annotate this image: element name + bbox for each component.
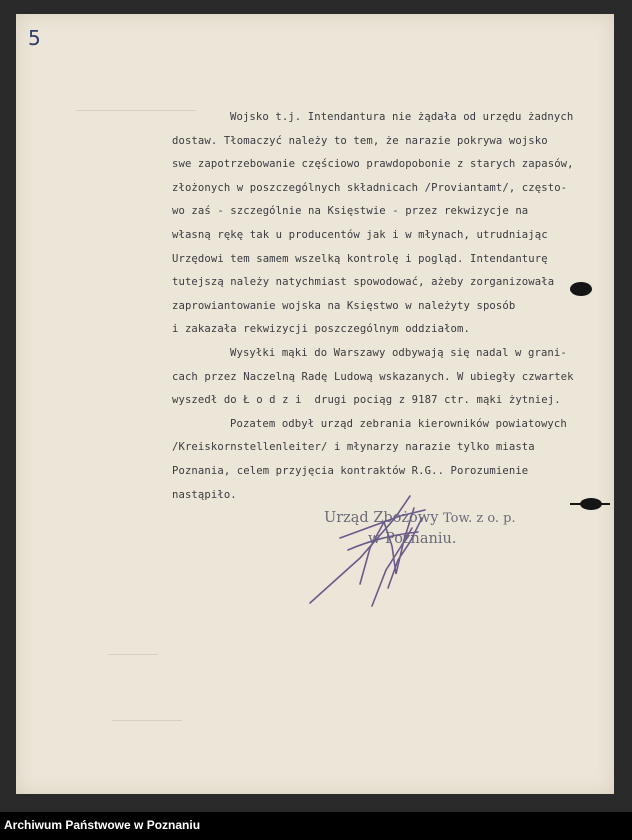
page-number: 5 — [28, 26, 41, 50]
bleed-through-mark — [112, 720, 182, 721]
text-line: wo zaś - szczególnie na Księstwie - przez rekwizycje na — [172, 205, 529, 218]
text-line: i zakazała rekwizycji poszczególnym oddziałom. — [172, 323, 470, 336]
text-line: Wojsko t.j. Intendantura nie żądała od urzędu żadnych — [230, 111, 574, 123]
text-line: /Kreiskornstellenleiter/ i młynarzy narazie tylko miasta — [172, 441, 535, 454]
stamp-line-1: Urząd Zbożowy — [324, 510, 439, 526]
text-line: zaprowiantowanie wojska na Księstwo w należyty sposób — [172, 299, 516, 312]
text-line: cach przez Naczelną Radę Ludową wskazanych. W ubiegły czwartek — [172, 370, 574, 383]
ink-blot — [570, 496, 610, 512]
letter-body — [172, 106, 612, 507]
text-line: swe zapotrzebowanie częściowo prawdopobonie z starych zapasów, — [172, 158, 574, 171]
text-line: dostaw. Tłomaczyć należy to tem, że narazie pokrywa wojsko — [172, 134, 548, 147]
text-line: Pozatem odbył urząd zebrania kierowników powiatowych — [230, 417, 567, 430]
text-line: Urzędowi tem samem wszelką kontrolę i pogląd. Intendanturę — [172, 252, 548, 265]
stamp-line-1-suffix: Tow. z o. p. — [443, 511, 516, 526]
text-line: Poznania, celem przyjęcia kontraktów R.G.. Porozumienie — [172, 464, 529, 477]
bleed-through-mark — [108, 654, 158, 655]
stamp-line-2: w Poznaniu. — [368, 531, 457, 547]
text-line: nastąpiło. — [172, 488, 237, 501]
text-line: wyszedł do Ł o d z i drugi pociąg z 9187 ctr. mąki żytniej. — [172, 394, 561, 407]
text-line: złożonych w poszczególnych składnicach /Proviantamt/, często- — [172, 181, 568, 194]
handwritten-signature — [300, 488, 450, 618]
text-line: Wysyłki mąki do Warszawy odbywają się nadal w grani- — [230, 346, 567, 359]
text-line: własną rękę tak u producentów jak i w młynach, utrudniając — [172, 228, 548, 241]
text-line: tutejszą należy natychmiast spowodować, ażeby zorganizowała — [172, 276, 555, 289]
archive-label: Archiwum Państwowe w Poznaniu — [4, 818, 201, 832]
ink-blot — [568, 280, 594, 298]
